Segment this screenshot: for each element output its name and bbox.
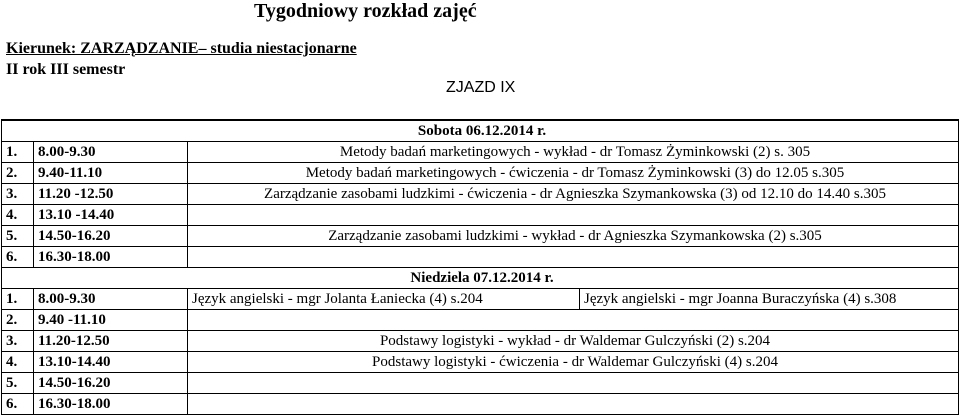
day-header-saturday xyxy=(2,120,959,142)
slot-subject xyxy=(188,205,959,226)
schedule-title: Tygodniowy rozkład zajęć xyxy=(254,0,477,22)
slot-number: 2. xyxy=(2,310,34,331)
slot-time: 14.50-16.20 xyxy=(34,226,188,247)
table-row xyxy=(2,373,959,394)
table-row xyxy=(2,289,959,310)
day-title-saturday: Sobota 06.12.2014 r. xyxy=(2,120,959,142)
table-row xyxy=(2,142,959,163)
table-row xyxy=(2,394,959,415)
slot-subject: Metody badań marketingowych - wykład - dr Tomasz Żyminkowski (2) s. 305 xyxy=(188,142,959,163)
table-row xyxy=(2,226,959,247)
slot-number: 2. xyxy=(2,163,34,184)
table-row xyxy=(2,331,959,352)
slot-time: 8.00-9.30 xyxy=(34,142,188,163)
slot-number: 1. xyxy=(2,142,34,163)
table-row xyxy=(2,310,959,331)
slot-time: 16.30-18.00 xyxy=(34,247,188,268)
slot-number: 3. xyxy=(2,331,34,352)
slot-number: 5. xyxy=(2,373,34,394)
year-semester: II rok III semestr xyxy=(6,61,126,78)
slot-number: 6. xyxy=(2,394,34,415)
study-direction: Kierunek: ZARZĄDZANIE– studia niestacjonarne xyxy=(6,40,357,57)
table-row xyxy=(2,184,959,205)
slot-time: 11.20-12.50 xyxy=(34,331,188,352)
slot-time: 14.50-16.20 xyxy=(34,373,188,394)
table-row xyxy=(2,205,959,226)
slot-number: 3. xyxy=(2,184,34,205)
slot-subject xyxy=(188,394,959,415)
slot-number: 6. xyxy=(2,247,34,268)
slot-subject: Metody badań marketingowych - ćwiczenia - dr Tomasz Żyminkowski (3) do 12.05 s.305 xyxy=(188,163,959,184)
slot-subject: Podstawy logistyki - wykład - dr Waldemar Gulczyński (2) s.204 xyxy=(188,331,959,352)
slot-number: 4. xyxy=(2,205,34,226)
slot-time: 11.20 -12.50 xyxy=(34,184,188,205)
slot-time: 13.10 -14.40 xyxy=(34,205,188,226)
slot-time: 9.40 -11.10 xyxy=(34,310,188,331)
schedule-table xyxy=(1,119,959,415)
slot-number: 4. xyxy=(2,352,34,373)
slot-number: 5. xyxy=(2,226,34,247)
table-row xyxy=(2,163,959,184)
day-header-sunday xyxy=(2,268,959,289)
slot-time: 8.00-9.30 xyxy=(34,289,188,310)
slot-time: 13.10-14.40 xyxy=(34,352,188,373)
slot-subject: Podstawy logistyki - ćwiczenia - dr Waldemar Gulczyński (4) s.204 xyxy=(188,352,959,373)
slot-subject xyxy=(188,247,959,268)
slot-subject-group-2: Język angielski - mgr Joanna Buraczyńska (4) s.308 xyxy=(580,289,959,310)
slot-subject xyxy=(188,310,959,331)
session-label: ZJAZD IX xyxy=(446,79,516,96)
slot-subject: Zarządzanie zasobami ludzkimi - ćwiczenia - dr Agnieszka Szymankowska (3) od 12.10 do 14.40 s.305 xyxy=(188,184,959,205)
table-row xyxy=(2,352,959,373)
slot-subject-group-1: Język angielski - mgr Jolanta Łaniecka (4) s.204 xyxy=(188,289,580,310)
slot-subject: Zarządzanie zasobami ludzkimi - wykład - dr Agnieszka Szymankowska (2) s.305 xyxy=(188,226,959,247)
slot-number: 1. xyxy=(2,289,34,310)
slot-time: 9.40-11.10 xyxy=(34,163,188,184)
table-row xyxy=(2,247,959,268)
slot-subject xyxy=(188,373,959,394)
day-title-sunday: Niedziela 07.12.2014 r. xyxy=(2,268,959,289)
slot-time: 16.30-18.00 xyxy=(34,394,188,415)
